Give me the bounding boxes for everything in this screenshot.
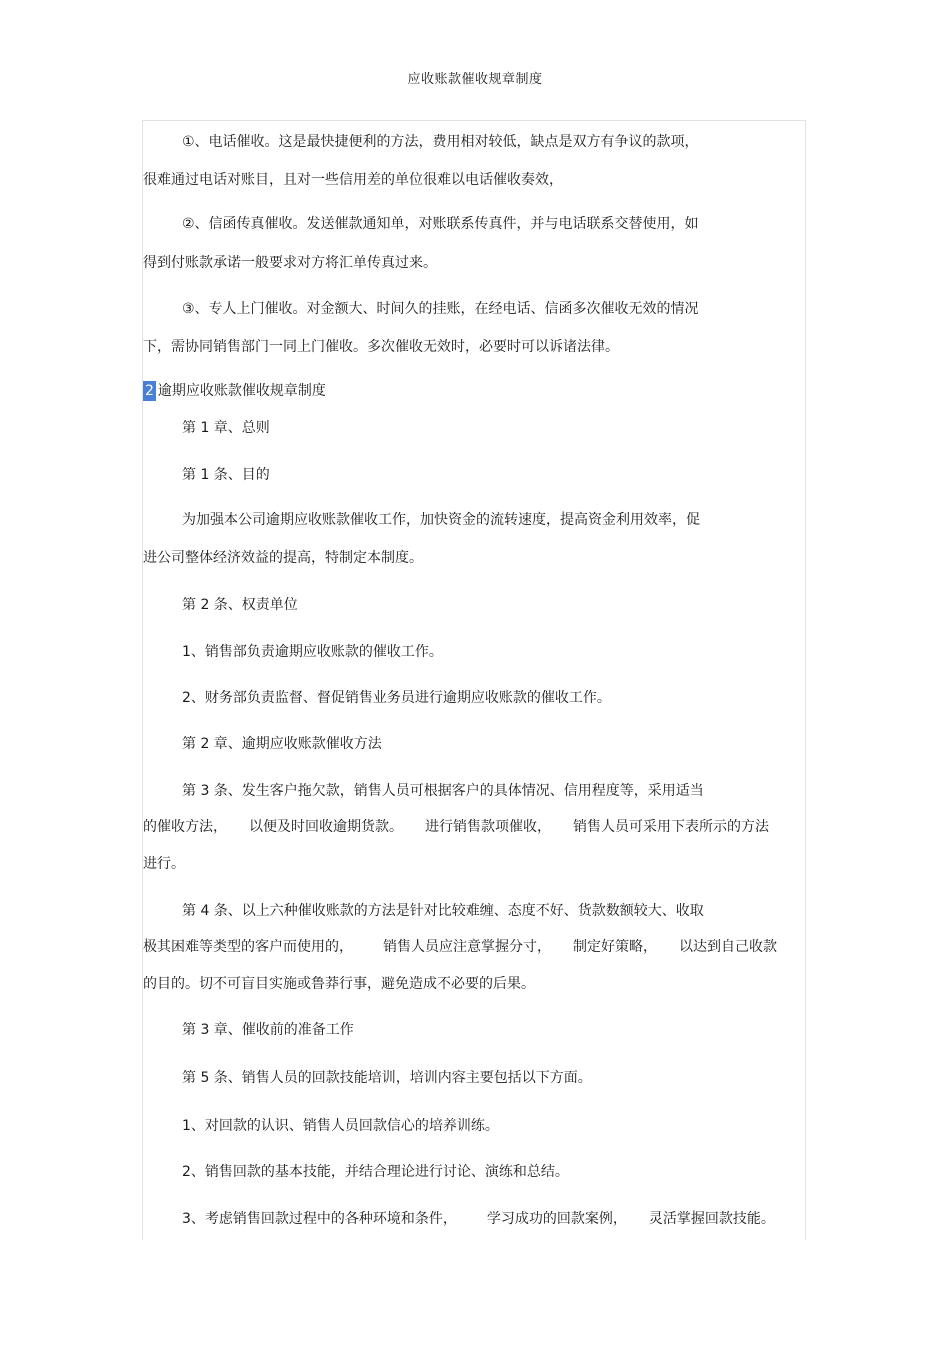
text-run: 3、考虑销售回款过程中的各种环境和条件， [182,1211,457,1227]
paragraph-line: 进行。 [143,856,185,872]
paragraph-line: 的目的。切不可盲目实施或鲁莽行事，避免造成不必要的后果。 [143,976,535,992]
paragraph-line [143,937,777,957]
text-run: 制定好策略， [573,939,657,955]
paragraph-line: ③、专人上门催收。对金额大、时间久的挂账，在经电话、信函多次催收无效的情况 [182,301,699,317]
paragraph-line [143,817,769,837]
text-run: 销售人员可采用下表所示的方法 [573,819,769,835]
list-item [182,1209,775,1229]
text-run: 销售人员应注意掌握分寸， [383,939,551,955]
paragraph-line: 得到付账款承诺一般要求对方将汇单传真过来。 [143,255,437,271]
section-heading-text: 逾期应收账款催收规章制度 [157,383,326,399]
page-title: 应收账款催收规章制度 [407,72,543,87]
chapter-heading: 第 1 章、总则 [182,420,270,436]
text-run: 灵活掌握回款技能。 [648,1211,775,1227]
text-run: 以便及时回收逾期货款。 [249,819,403,835]
list-item: 1、销售部负责逾期应收账款的催收工作。 [182,644,443,660]
text-run: 极其困难等类型的客户而使用的， [143,939,353,955]
article-heading: 第 1 条、目的 [182,467,270,483]
text-run: 的催收方法， [143,819,227,835]
chapter-heading: 第 3 章、催收前的准备工作 [182,1022,354,1038]
list-item: 2、财务部负责监督、督促销售业务员进行逾期应收账款的催收工作。 [182,690,611,706]
article-heading: 第 5 条、销售人员的回款技能培训，培训内容主要包括以下方面。 [182,1070,592,1086]
paragraph-line: 为加强本公司逾期应收账款催收工作，加快资金的流转速度，提高资金利用效率，促 [182,512,700,528]
paragraph-line: ②、信函传真催收。发送催款通知单，对账联系传真件，并与电话联系交替使用，如 [182,216,699,232]
list-item: 1、对回款的认识、销售人员回款信心的培养训练。 [182,1118,499,1134]
paragraph-line: ①、电话催收。这是最快捷便利的方法，费用相对较低，缺点是双方有争议的款项， [182,134,699,150]
paragraph-line: 很难通过电话对账目，且对一些信用差的单位很难以电话催收奏效， [143,172,563,188]
paragraph-line: 下，需协同销售部门一同上门催收。多次催收无效时，必要时可以诉诸法律。 [143,339,619,355]
text-run: 进行销售款项催收， [425,819,551,835]
section-heading [143,381,326,401]
chapter-heading: 第 2 章、逾期应收账款催收方法 [182,736,382,752]
paragraph-line: 第 3 条、发生客户拖欠款，销售人员可根据客户的具体情况、信用程度等，采用适当 [182,783,704,799]
text-run: 学习成功的回款案例， [486,1211,627,1227]
heading-number-marker: 2 [145,383,154,399]
paragraph-line: 第 4 条、以上六种催收账款的方法是针对比较难缠、态度不好、货款数额较大、收取 [182,903,704,919]
paragraph-line: 进公司整体经济效益的提高，特制定本制度。 [143,550,423,566]
text-run: 以达到自己收款 [679,939,777,955]
article-heading: 第 2 条、权责单位 [182,597,298,613]
list-item: 2、销售回款的基本技能，并结合理论进行讨论、演练和总结。 [182,1164,569,1180]
